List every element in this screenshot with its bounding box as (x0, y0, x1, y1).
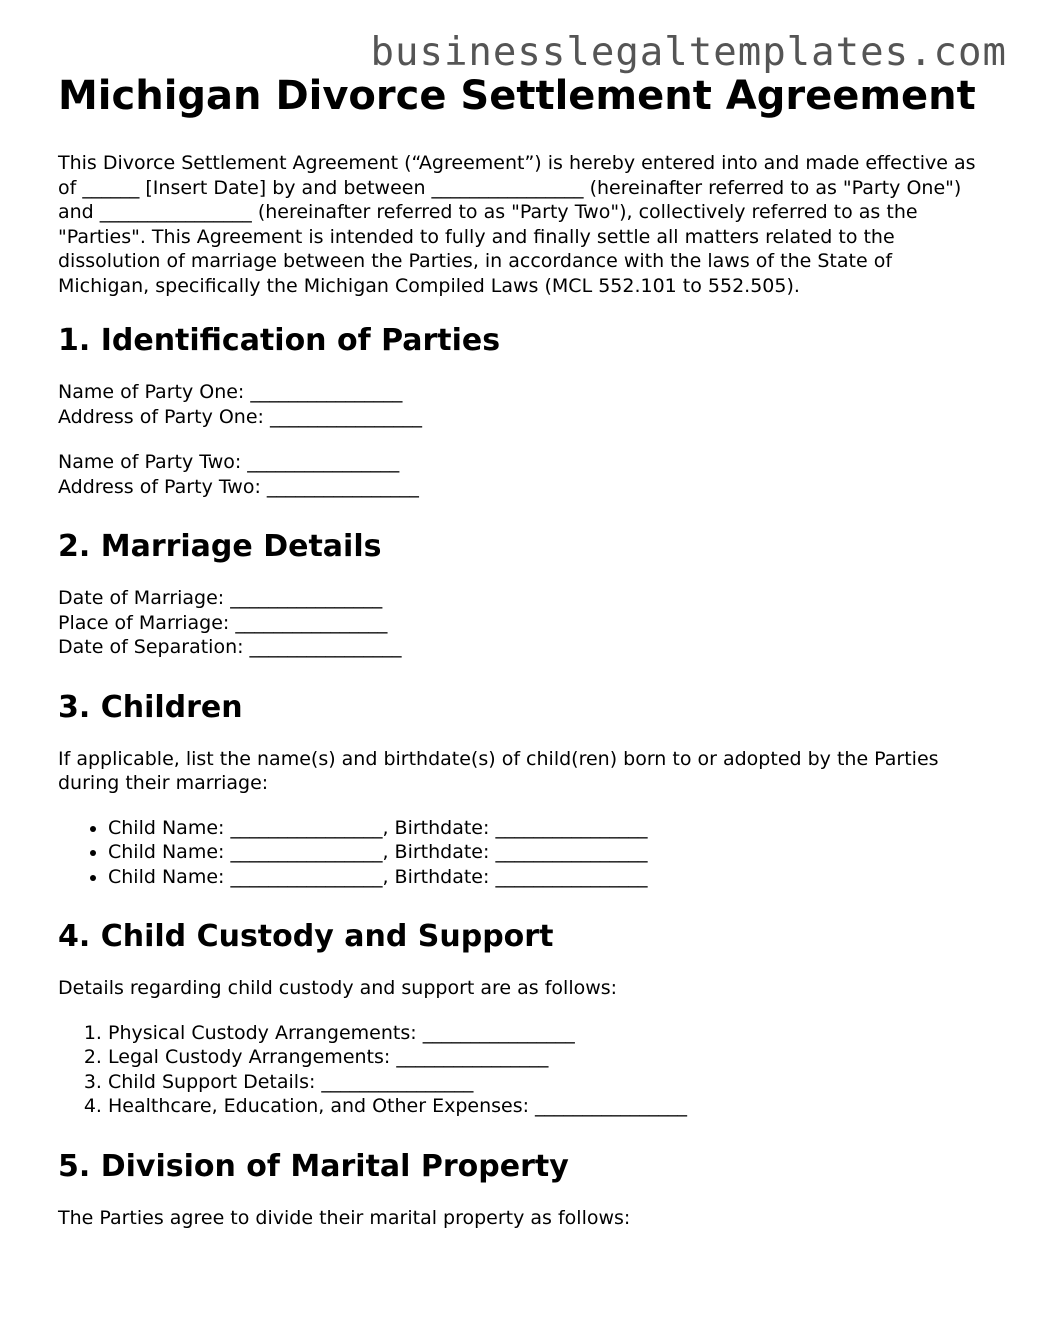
children-instructions: If applicable, list the name(s) and birthdate(s) of child(ren) born to or adopted by the Parties during their marriage: (58, 747, 939, 794)
property-intro: The Parties agree to divide their marital property as follows: (58, 1206, 631, 1229)
intro-paragraph: This Divorce Settlement Agreement (“Agreement”) is hereby entered into and made effective as of ______ [Insert Date] by and between ________________ (hereinafter referred to as "Party One") and ________________ (hereinafter referred to as "Party Two"), collectively referred to as the "Parties". This Agreement is intended to fully and finally settle all matters related to the dissolution of marriage between the Parties, in accordance with the laws of the State of Michigan, specifically the Michigan Compiled Laws (MCL 552.101 to 552.505). (58, 152, 976, 297)
list-item: 2. Legal Custody Arrangements: ________________ (108, 1045, 988, 1070)
party-two-address: Address of Party Two: ________________ (58, 475, 419, 498)
document-title: Michigan Divorce Settlement Agreement (58, 73, 976, 119)
list-item: • Child Name: ________________, Birthdate: ________________ (108, 816, 988, 841)
place-of-marriage: Place of Marriage: ________________ (58, 611, 388, 634)
section-1-heading: 1. Identification of Parties (58, 323, 501, 358)
section-5-heading: 5. Division of Marital Property (58, 1148, 569, 1184)
section-4-heading: 4. Child Custody and Support (58, 919, 554, 954)
date-of-separation: Date of Separation: ________________ (58, 636, 402, 658)
section-2-heading: 2. Marriage Details (58, 529, 382, 564)
marriage-details-block (58, 586, 988, 660)
list-item: 1. Physical Custody Arrangements: ________________ (108, 1021, 988, 1046)
party-one-address: Address of Party One: ________________ (58, 405, 422, 428)
list-item: 3. Child Support Details: ________________ (108, 1070, 988, 1095)
section-3-heading: 3. Children (58, 689, 243, 725)
list-item: • Child Name: ________________, Birthdate: ________________ (108, 865, 988, 890)
watermark: businesslegaltemplates.com (370, 30, 1007, 75)
date-of-marriage: Date of Marriage: ________________ (58, 587, 383, 609)
document-page (58, 72, 988, 1230)
party-one-block (58, 380, 988, 429)
list-item: 4. Healthcare, Education, and Other Expenses: ________________ (108, 1094, 988, 1119)
custody-intro: Details regarding child custody and support are as follows: (58, 977, 618, 999)
list-item: • Child Name: ________________, Birthdate: ________________ (108, 840, 988, 865)
party-two-block (58, 450, 988, 499)
party-one-name: Name of Party One: ________________ (58, 381, 403, 403)
party-two-name: Name of Party Two: ________________ (58, 451, 400, 473)
custody-list (58, 1021, 988, 1119)
children-list (58, 816, 988, 890)
